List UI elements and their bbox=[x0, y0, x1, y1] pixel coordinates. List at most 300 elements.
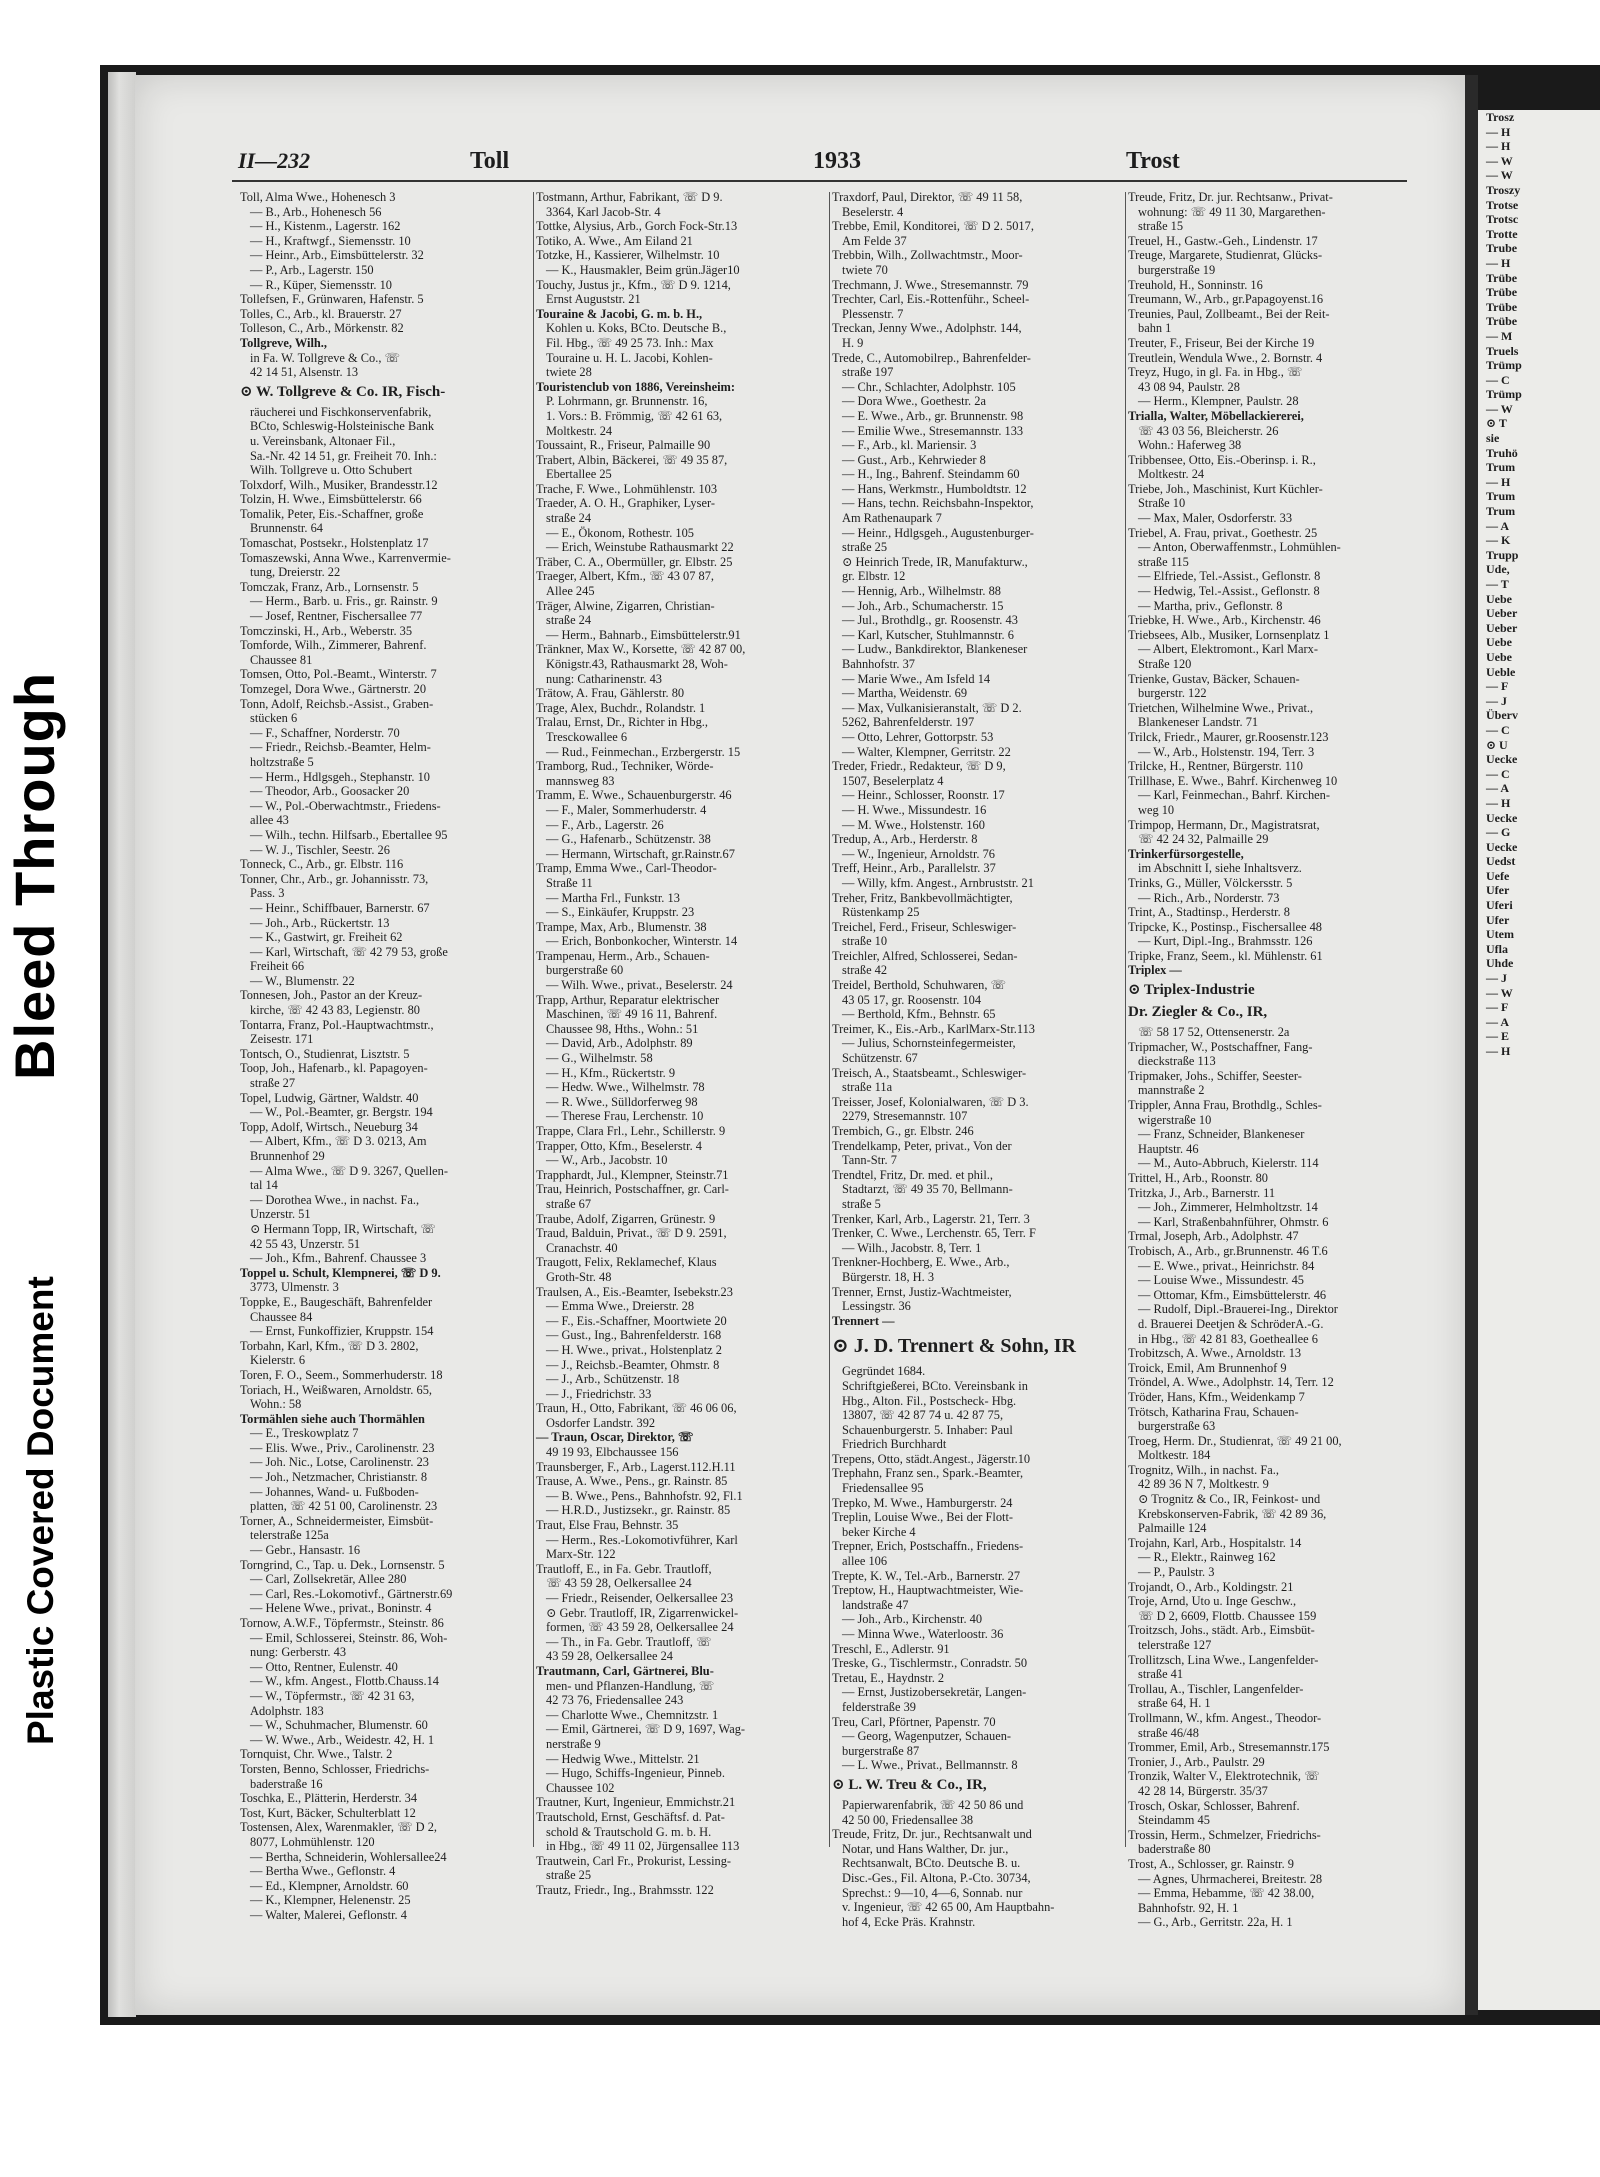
directory-entry: felderstraße 39 bbox=[842, 1699, 916, 1714]
facing-page-text: — W bbox=[1486, 985, 1513, 1000]
directory-entry: Dr. Ziegler & Co., IR, bbox=[1128, 1004, 1268, 1021]
directory-entry: Tripke, Franz, Seem., kl. Mühlenstr. 61 bbox=[1128, 948, 1323, 963]
directory-entry: Trapphardt, Jul., Klempner, Steinstr.71 bbox=[536, 1167, 729, 1182]
directory-entry: BCto, Schleswig-Holsteinische Bank bbox=[250, 419, 435, 434]
directory-entry: 42 89 36 N 7, Moltkestr. 9 bbox=[1138, 1477, 1269, 1492]
directory-entry: in Hbg., ☏ 42 81 83, Goetheallee 6 bbox=[1138, 1331, 1318, 1346]
facing-page-text: — H bbox=[1486, 474, 1511, 489]
directory-entry: Torngrind, C., Tap. u. Dek., Lornsenstr. 5 bbox=[240, 1557, 445, 1572]
directory-entry: Hbg., Alton. Fil., Postscheck- Hbg. bbox=[842, 1393, 1017, 1408]
directory-entry: Krebskonserven-Fabrik, ☏ 42 89 36, bbox=[1138, 1506, 1327, 1521]
directory-entry: räucherei und Fischkonservenfabrik, bbox=[250, 404, 432, 419]
directory-entry: — M., Auto-Abbruch, Kielerstr. 114 bbox=[1138, 1156, 1319, 1171]
directory-entry: Treisser, Josef, Kolonialwaren, ☏ D 3. bbox=[832, 1094, 1029, 1109]
directory-entry: Troeg, Herm. Dr., Studienrat, ☏ 49 21 00, bbox=[1128, 1433, 1342, 1448]
directory-entry: Trost, A., Schlosser, gr. Rainstr. 9 bbox=[1128, 1856, 1294, 1871]
directory-entry: — Kurt, Dipl.-Ing., Brahmsstr. 126 bbox=[1138, 934, 1313, 949]
facing-page-text: Uebe bbox=[1486, 635, 1512, 650]
directory-entry: Chaussee 84 bbox=[250, 1309, 313, 1324]
directory-entry: Tretau, E., Haydnstr. 2 bbox=[832, 1670, 945, 1685]
directory-entry: — Alma Wwe., ☏ D 9. 3267, Quellen- bbox=[250, 1163, 448, 1178]
directory-entry: Trau, Heinrich, Postschaffner, gr. Carl- bbox=[536, 1182, 729, 1197]
directory-entry: Treisch, A., Staatsbeamt., Schleswiger- bbox=[832, 1065, 1027, 1080]
directory-entry: — Albert, Kfm., ☏ D 3. 0213, Am bbox=[250, 1134, 427, 1149]
directory-entry: — P., Arb., Lagerstr. 150 bbox=[250, 262, 374, 277]
directory-entry: — E., Treskowplatz 7 bbox=[250, 1426, 359, 1441]
directory-entry: Torsten, Benno, Schlosser, Friedrichs- bbox=[240, 1761, 430, 1776]
directory-entry: Sa.-Nr. 42 14 51, gr. Freiheit 70. Inh.: bbox=[250, 448, 437, 463]
directory-entry: Tripmaker, Johs., Schiffer, Seester- bbox=[1128, 1068, 1302, 1083]
directory-entry: Topp, Adolf, Wirtsch., Neueburg 34 bbox=[240, 1119, 418, 1134]
facing-page-text: Trosz bbox=[1486, 110, 1515, 124]
directory-entry: Lessingstr. 36 bbox=[842, 1299, 911, 1314]
facing-page-text: Uecke bbox=[1486, 810, 1518, 825]
directory-entry: — Karl, Wirtschaft, ☏ 42 79 53, große bbox=[250, 944, 448, 959]
directory-entry: — Emil, Gärtnerei, ☏ D 9, 1697, Wag- bbox=[546, 1722, 746, 1737]
directory-entry: Trittel, H., Arb., Roonstr. 80 bbox=[1128, 1171, 1268, 1185]
directory-entry: — Gust., Ing., Bahrenfelderstr. 168 bbox=[546, 1328, 722, 1343]
page-number: II—232 bbox=[238, 148, 311, 173]
directory-entry: nung: Catharinenstr. 43 bbox=[546, 671, 662, 686]
directory-entry: wohnung: ☏ 49 11 30, Margarethen- bbox=[1138, 204, 1326, 219]
directory-entry: — Wilh. Wwe., privat., Beselerstr. 24 bbox=[546, 978, 733, 993]
directory-entry: ⊙ Hermann Topp, IR, Wirtschaft, ☏ bbox=[250, 1221, 436, 1236]
directory-entry: — J., Friedrichstr. 33 bbox=[546, 1386, 652, 1401]
facing-page-text: Trotse bbox=[1486, 197, 1519, 212]
directory-entry: — Minna Wwe., Waterloostr. 36 bbox=[842, 1627, 1004, 1641]
directory-entry: — W., Schuhmacher, Blumenstr. 60 bbox=[250, 1718, 428, 1733]
directory-entry: — Willy, kfm. Angest., Arnbruststr. 21 bbox=[842, 875, 1034, 890]
facing-page-text: Utem bbox=[1486, 927, 1514, 942]
directory-entry: Schützenstr. 67 bbox=[842, 1051, 918, 1066]
directory-entry: Treyz, Hugo, in gl. Fa. in Hbg., ☏ bbox=[1128, 365, 1303, 380]
directory-entry: Tornow, A.W.F., Töpfermstr., Steinstr. 86 bbox=[240, 1616, 444, 1630]
facing-page-text: Ufla bbox=[1486, 941, 1508, 956]
facing-page-text: — J bbox=[1486, 971, 1507, 986]
directory-entry: Tollefsen, F., Grünwaren, Hafenstr. 5 bbox=[240, 292, 424, 307]
directory-entry: — H.R.D., Justizsekr., gr. Rainstr. 85 bbox=[546, 1503, 731, 1518]
directory-entry: Trötsch, Katharina Frau, Schauen- bbox=[1128, 1404, 1299, 1419]
directory-entry: — W., Blumenstr. 22 bbox=[250, 973, 355, 988]
directory-entry: — Marie Wwe., Am Isfeld 14 bbox=[842, 671, 991, 686]
directory-entry: Maschinen, ☏ 49 16 11, Bahrenf. bbox=[546, 1007, 718, 1022]
facing-page-text: — W bbox=[1486, 153, 1513, 168]
directory-entry: 43 08 94, Paulstr. 28 bbox=[1138, 379, 1240, 394]
directory-entry: Treher, Fritz, Bankbevollmächtigter, bbox=[832, 890, 1013, 905]
facing-page-text: Trotte bbox=[1486, 226, 1518, 241]
directory-entry: Traunsberger, F., Arb., Lagerst.112.H.11 bbox=[536, 1459, 736, 1474]
directory-entry: — Georg, Wagenputzer, Schauen- bbox=[842, 1729, 1012, 1744]
directory-entry: 42 55 43, Unzerstr. 51 bbox=[250, 1236, 361, 1251]
directory-entry: wigerstraße 10 bbox=[1138, 1112, 1212, 1127]
directory-entry: im Abschnitt I, siehe Inhaltsverz. bbox=[1138, 861, 1302, 876]
directory-entry: 1. Vors.: B. Frömmig, ☏ 42 61 63, bbox=[546, 408, 723, 423]
facing-page-text: — H bbox=[1486, 139, 1511, 154]
directory-entry: Ebertallee 25 bbox=[546, 467, 612, 482]
directory-entry: Kielerstr. 6 bbox=[250, 1353, 306, 1368]
directory-entry: 5262, Bahrenfelderstr. 197 bbox=[842, 715, 975, 730]
directory-entry: — David, Arb., Adolphstr. 89 bbox=[546, 1036, 693, 1051]
facing-page-text: Trümp bbox=[1486, 387, 1522, 402]
directory-entry: Plessenstr. 7 bbox=[842, 306, 904, 321]
facing-page-text: Ufer bbox=[1486, 912, 1510, 927]
directory-entry: Tolzin, H. Wwe., Eimsbüttelerstr. 66 bbox=[240, 492, 422, 507]
directory-entry: Traut, Else Frau, Behnstr. 35 bbox=[536, 1518, 679, 1533]
directory-entry: Trilcke, H., Rentner, Bürgerstr. 110 bbox=[1128, 759, 1303, 774]
directory-entry: Traulsen, A., Eis.-Beamter, Isebekstr.23 bbox=[536, 1284, 733, 1299]
directory-entry: Tränkner, Max W., Korsette, ☏ 42 87 00, bbox=[536, 642, 746, 657]
facing-page-text: Trube bbox=[1486, 241, 1518, 256]
directory-entry: — K., Gastwirt, gr. Freiheit 62 bbox=[250, 930, 403, 945]
directory-entry: — E., Ökonom, Rothestr. 105 bbox=[546, 525, 694, 540]
directory-entry: allee 106 bbox=[842, 1554, 888, 1569]
directory-entry: — G., Arb., Gerritstr. 22a, H. 1 bbox=[1138, 1915, 1293, 1930]
directory-entry: straße 67 bbox=[546, 1196, 592, 1211]
directory-entry: — F., Maler, Sommerhuderstr. 4 bbox=[546, 802, 707, 817]
directory-entry: Trossin, Herm., Schmelzer, Friedrichs- bbox=[1128, 1827, 1321, 1842]
directory-entry: d. Brauerei Deetjen & SchröderA.-G. bbox=[1138, 1316, 1324, 1331]
directory-entry: — Joh. Nic., Lotse, Carolinenstr. 23 bbox=[250, 1455, 429, 1470]
directory-entry: — Otto, Lehrer, Gottorpstr. 53 bbox=[842, 729, 994, 744]
directory-entry: Tripcke, K., Postinsp., Fischersallee 48 bbox=[1128, 919, 1322, 934]
directory-entry: Tomalik, Peter, Eis.-Schaffner, große bbox=[240, 506, 424, 521]
directory-entry: 43 05 17, gr. Roosenstr. 104 bbox=[842, 992, 982, 1007]
directory-entry: straße 46/48 bbox=[1138, 1725, 1199, 1740]
directory-entry: Marx-Str. 122 bbox=[546, 1547, 616, 1562]
directory-entry: — W., Arb., Holstenstr. 194, Terr. 3 bbox=[1138, 744, 1315, 759]
directory-entry: Trillhase, E. Wwe., Bahrf. Kirchenweg 10 bbox=[1128, 773, 1338, 788]
directory-entry: in Hbg., ☏ 49 11 02, Jürgensallee 113 bbox=[546, 1839, 740, 1854]
directory-entry: — Heinr., Schiffbauer, Barnerstr. 67 bbox=[250, 900, 430, 915]
directory-entry: Trache, F. Wwe., Lohmühlenstr. 103 bbox=[536, 481, 718, 496]
directory-entry: — Agnes, Uhrmacherei, Breitestr. 28 bbox=[1138, 1871, 1323, 1886]
directory-entry: Tonneck, C., Arb., gr. Elbstr. 116 bbox=[240, 857, 404, 872]
directory-entry: Traun, H., Otto, Fabrikant, ☏ 46 06 06, bbox=[536, 1401, 737, 1416]
directory-entry: Trenner, Ernst, Justiz-Wachtmeister, bbox=[832, 1284, 1012, 1299]
directory-entry: 1507, Beselerplatz 4 bbox=[842, 773, 944, 788]
directory-entry: — R., Elektr., Rainweg 162 bbox=[1138, 1550, 1276, 1565]
directory-entry: Tröndel, A. Wwe., Adolphstr. 14, Terr. 12 bbox=[1128, 1375, 1334, 1390]
facing-page-text: — W bbox=[1486, 401, 1513, 416]
directory-column-2 bbox=[536, 190, 832, 1897]
directory-entry: Beselerstr. 4 bbox=[842, 204, 904, 219]
directory-entry: — Albert, Elektromont., Karl Marx- bbox=[1138, 642, 1318, 657]
directory-entry: Palmaille 124 bbox=[1138, 1521, 1207, 1536]
facing-page-text: — C bbox=[1486, 372, 1510, 387]
directory-entry: — Joh., Zimmerer, Helmholtzstr. 14 bbox=[1138, 1200, 1318, 1215]
directory-entry: Trautschold, Ernst, Geschäftsf. d. Pat- bbox=[536, 1809, 725, 1824]
directory-entry: Tomaschat, Postsekr., Holstenplatz 17 bbox=[240, 536, 429, 551]
directory-entry: 8077, Lohmühlenstr. 120 bbox=[250, 1834, 375, 1849]
directory-entry: ⊙ L. W. Treu & Co., IR, bbox=[832, 1776, 987, 1793]
directory-entry: v. Ingenieur, ☏ 42 65 00, Am Hauptbahn- bbox=[842, 1900, 1055, 1915]
directory-entry: Tomczinski, H., Arb., Weberstr. 35 bbox=[240, 623, 413, 638]
facing-page-text: — K bbox=[1486, 533, 1511, 548]
directory-entry: straße 5 bbox=[842, 1196, 881, 1211]
directory-entry: — Louise Wwe., Missundestr. 45 bbox=[1138, 1273, 1305, 1288]
directory-entry: tung, Dreierstr. 22 bbox=[250, 565, 341, 580]
directory-entry: Papierwarenfabrik, ☏ 42 50 86 und bbox=[842, 1797, 1024, 1812]
directory-entry: Triebe, Joh., Maschinist, Kurt Küchler- bbox=[1128, 481, 1323, 496]
directory-entry: — Hedwig, Tel.-Assist., Geflonstr. 8 bbox=[1138, 584, 1320, 599]
directory-entry: Blankeneser Landstr. 71 bbox=[1138, 715, 1259, 730]
directory-entry: Touristenclub von 1886, Vereinsheim: bbox=[536, 379, 735, 394]
directory-entry: Trätow, A. Frau, Gählerstr. 80 bbox=[536, 686, 685, 701]
directory-entry: Rechtsanwalt, BCto. Deutsche B. u. bbox=[842, 1856, 1021, 1871]
directory-entry: baderstraße 80 bbox=[1138, 1842, 1211, 1857]
directory-entry: Gegründet 1684. bbox=[842, 1364, 926, 1379]
directory-entry: — Theodor, Arb., Goosacker 20 bbox=[250, 784, 410, 799]
directory-entry: Trenkner-Hochberg, E. Wwe., Arb., bbox=[832, 1255, 1010, 1270]
directory-entry: 49 19 93, Elbchaussee 156 bbox=[546, 1445, 679, 1460]
directory-entry: — Helene Wwe., privat., Boninstr. 4 bbox=[250, 1601, 432, 1616]
directory-entry: — G., Wilhelmstr. 58 bbox=[546, 1051, 653, 1066]
column-divider bbox=[1125, 192, 1126, 1847]
directory-entry: — S., Einkäufer, Kruppstr. 23 bbox=[546, 905, 695, 920]
directory-entry: Trinks, G., Müller, Völckersstr. 5 bbox=[1128, 875, 1293, 890]
directory-entry: Wilh. Tollgreve u. Otto Schubert bbox=[250, 463, 413, 478]
directory-entry: — Herm., Barb. u. Fris., gr. Rainstr. 9 bbox=[250, 594, 438, 609]
directory-entry: — Carl, Zollsekretär, Allee 280 bbox=[250, 1572, 407, 1587]
directory-entry: Treuge, Margarete, Studienrat, Glücks- bbox=[1128, 248, 1323, 263]
directory-entry: 42 73 76, Friedensallee 243 bbox=[546, 1693, 684, 1708]
directory-entry: — Herm., Bahnarb., Eimsbüttelerstr.91 bbox=[546, 627, 741, 642]
directory-entry: — Karl, Feinmechan., Bahrf. Kirchen- bbox=[1138, 788, 1330, 803]
directory-entry: Touraine u. H. L. Jacobi, Kohlen- bbox=[546, 350, 713, 365]
directory-entry: Zeisestr. 171 bbox=[250, 1032, 314, 1047]
directory-entry: Trede, C., Automobilrep., Bahrenfelder- bbox=[832, 350, 1031, 365]
directory-entry: — J., Arb., Schützenstr. 18 bbox=[546, 1372, 680, 1387]
directory-entry: — E. Wwe., Arb., gr. Brunnenstr. 98 bbox=[842, 408, 1024, 423]
directory-entry: — Walter, Klempner, Gerritstr. 22 bbox=[842, 744, 1011, 759]
directory-entry: Toll, Alma Wwe., Hohenesch 3 bbox=[240, 190, 396, 204]
directory-entry: ☏ 43 03 56, Bleicherstr. 26 bbox=[1138, 423, 1279, 438]
directory-entry: 13807, ☏ 42 87 74 u. 42 87 75, bbox=[842, 1408, 1004, 1423]
directory-entry: Trampe, Max, Arb., Blumenstr. 38 bbox=[536, 919, 707, 934]
directory-entry: — F., Eis.-Schaffner, Moortwiete 20 bbox=[546, 1313, 727, 1328]
directory-entry: Moltkestr. 24 bbox=[546, 423, 613, 438]
directory-entry: Tolleson, C., Arb., Mörkenstr. 82 bbox=[240, 321, 404, 336]
directory-entry: Trognitz, Wilh., in nachst. Fa., bbox=[1128, 1462, 1279, 1477]
directory-entry: — Friedr., Reichsb.-Beamter, Helm- bbox=[250, 740, 431, 755]
directory-entry: gr. Elbstr. 12 bbox=[842, 569, 906, 584]
directory-entry: Tost, Kurt, Bäcker, Schulterblatt 12 bbox=[240, 1805, 416, 1820]
directory-entry: Triebke, H. Wwe., Arb., Kirchenstr. 46 bbox=[1128, 613, 1321, 628]
directory-entry: 2279, Stresemannstr. 107 bbox=[842, 1109, 968, 1124]
directory-entry: Moltkestr. 184 bbox=[1138, 1448, 1211, 1463]
facing-page-text: ⊙ T bbox=[1486, 416, 1507, 431]
directory-entry: Tomzegel, Dora Wwe., Gärtnerstr. 20 bbox=[240, 682, 427, 696]
facing-page-text: Troszy bbox=[1486, 182, 1521, 197]
directory-entry: Trage, Alex, Buchdr., Rolandstr. 1 bbox=[536, 700, 706, 715]
facing-page-text: Truhö bbox=[1486, 445, 1518, 460]
directory-entry: Tredup, A., Arb., Herderstr. 8 bbox=[832, 832, 978, 847]
directory-entry: — Ludw., Bankdirektor, Blankeneser bbox=[842, 642, 1028, 657]
directory-entry: P. Lohrmann, gr. Brunnenstr. 16, bbox=[546, 394, 708, 409]
directory-entry: 42 28 14, Bürgerstr. 35/37 bbox=[1138, 1783, 1268, 1798]
directory-entry: Chaussee 102 bbox=[546, 1780, 615, 1795]
directory-entry: straße 27 bbox=[250, 1076, 296, 1091]
directory-entry: — M. Wwe., Holstenstr. 160 bbox=[842, 817, 985, 832]
directory-entry: — Otto, Rentner, Eulenstr. 40 bbox=[250, 1659, 398, 1674]
directory-entry: Trepner, Erich, Postschaffn., Friedens- bbox=[832, 1539, 1024, 1554]
directory-entry: Treunies, Paul, Zollbeamt., Bei der Reit- bbox=[1128, 306, 1330, 321]
directory-entry: straße 42 bbox=[842, 963, 888, 978]
directory-column-1 bbox=[240, 190, 536, 1922]
directory-entry: Trosch, Oskar, Schlosser, Bahrenf. bbox=[1128, 1798, 1300, 1813]
directory-entry: Trendtel, Fritz, Dr. med. et phil., bbox=[832, 1167, 993, 1182]
facing-page-text: — A bbox=[1486, 1014, 1510, 1029]
directory-entry: Tomsen, Otto, Pol.-Beamt., Winterstr. 7 bbox=[240, 667, 437, 682]
directory-entry: — Bertha, Schneiderin, Wohlersallee24 bbox=[250, 1849, 447, 1864]
facing-page-text: — T bbox=[1486, 577, 1509, 591]
directory-entry: formen, ☏ 43 59 28, Oelkersallee 24 bbox=[546, 1620, 734, 1635]
directory-entry: Treckan, Jenny Wwe., Adolphstr. 144, bbox=[832, 321, 1022, 336]
facing-page-text: Uhde bbox=[1486, 956, 1514, 971]
directory-entry: Tomforde, Wilh., Zimmerer, Bahrenf. bbox=[240, 638, 427, 653]
directory-entry: Trommer, Emil, Arb., Stresemannstr.175 bbox=[1128, 1740, 1330, 1755]
directory-entry: holtzstraße 5 bbox=[250, 754, 314, 769]
directory-entry: Moltkestr. 24 bbox=[1138, 467, 1205, 482]
directory-entry: — Traun, Oscar, Direktor, ☏ bbox=[536, 1430, 694, 1445]
directory-entry: Bahnhofstr. 92, H. 1 bbox=[1138, 1900, 1239, 1915]
directory-entry: Tröder, Hans, Kfm., Weidenkamp 7 bbox=[1128, 1389, 1305, 1404]
directory-entry: straße 24 bbox=[546, 511, 592, 526]
directory-entry: — Emma Wwe., Dreierstr. 28 bbox=[546, 1299, 695, 1314]
directory-entry: Chaussee 81 bbox=[250, 652, 313, 667]
directory-entry: Torbahn, Karl, Kfm., ☏ D 3. 2802, bbox=[240, 1338, 419, 1353]
directory-entry: Wohn.: Haferweg 38 bbox=[1138, 438, 1242, 453]
directory-entry: Treder, Friedr., Redakteur, ☏ D 9, bbox=[832, 759, 1006, 774]
directory-entry: — Rudolf, Dipl.-Brauerei-Ing., Direktor bbox=[1138, 1302, 1338, 1317]
directory-entry: Treff, Heinr., Arb., Parallelstr. 37 bbox=[832, 861, 996, 876]
directory-entry: — Heinr., Arb., Eimsbüttelerstr. 32 bbox=[250, 248, 424, 263]
directory-entry: — B. Wwe., Pens., Bahnhofstr. 92, Fl.1 bbox=[546, 1488, 743, 1503]
directory-entry: Trollau, A., Tischler, Langenfelder- bbox=[1128, 1681, 1304, 1696]
directory-entry: Traeder, A. O. H., Graphiker, Lyser- bbox=[536, 496, 715, 511]
directory-entry: Unzerstr. 51 bbox=[250, 1207, 311, 1222]
directory-entry: — Erich, Weinstube Rathausmarkt 22 bbox=[546, 540, 734, 555]
directory-entry: — Elis. Wwe., Priv., Carolinenstr. 23 bbox=[250, 1440, 435, 1455]
directory-entry: Wohn.: 58 bbox=[250, 1397, 302, 1412]
directory-entry: — Martha Frl., Funkstr. 13 bbox=[546, 890, 680, 905]
directory-entry: Triplex — bbox=[1128, 963, 1182, 978]
directory-entry: Tontsch, O., Studienrat, Lisztstr. 5 bbox=[240, 1046, 410, 1061]
directory-entry: — H., Kraftwgf., Siemensstr. 10 bbox=[250, 233, 411, 248]
directory-entry: — Carl, Res.-Lokomotivf., Gärtnerstr.69 bbox=[250, 1586, 453, 1601]
directory-entry: Brunnenhof 29 bbox=[250, 1149, 325, 1163]
directory-entry: Königstr.43, Rathausmarkt 28, Woh- bbox=[546, 657, 728, 671]
directory-entry: Trendelkamp, Peter, privat., Von der bbox=[832, 1138, 1012, 1153]
directory-entry: beker Kirche 4 bbox=[842, 1524, 916, 1539]
directory-column-3 bbox=[832, 190, 1128, 1929]
directory-entry: Ernst Auguststr. 21 bbox=[546, 292, 641, 307]
directory-entry: Tontarra, Franz, Pol.-Hauptwachtmstr., bbox=[240, 1017, 434, 1032]
directory-entry: Osdorfer Landstr. 392 bbox=[546, 1415, 656, 1430]
directory-entry: Stadtarzt, ☏ 49 35 70, Bellmann- bbox=[842, 1182, 1013, 1197]
directory-entry: Freiheit 66 bbox=[250, 959, 305, 974]
directory-entry: Treschl, E., Adlerstr. 91 bbox=[832, 1641, 950, 1656]
directory-entry: — Joh., Arb., Rückertstr. 13 bbox=[250, 915, 390, 930]
directory-entry: Totzke, H., Kassierer, Wilhelmstr. 10 bbox=[536, 248, 720, 263]
facing-page-text: Uebe bbox=[1486, 591, 1512, 606]
directory-entry: — Wilh., Jacobstr. 8, Terr. 1 bbox=[842, 1240, 982, 1255]
directory-entry: Trojandt, O., Arb., Koldingstr. 21 bbox=[1128, 1579, 1294, 1594]
directory-entry: — Ottomar, Kfm., Eimsbüttelerstr. 46 bbox=[1138, 1287, 1327, 1302]
facing-page-text: Uecke bbox=[1486, 839, 1518, 854]
directory-entry: tal 14 bbox=[250, 1178, 278, 1193]
directory-entry: — Martha, priv., Geflonstr. 8 bbox=[1138, 598, 1283, 613]
directory-entry: Groth-Str. 48 bbox=[546, 1269, 612, 1284]
directory-entry: straße 10 bbox=[842, 934, 888, 949]
directory-entry: — Erich, Bonbonkocher, Winterstr. 14 bbox=[546, 934, 738, 949]
header-last-name: Trost bbox=[1126, 148, 1180, 174]
facing-page-text: Trum bbox=[1486, 489, 1516, 504]
directory-entry: — K., Klempner, Helenenstr. 25 bbox=[250, 1893, 411, 1908]
directory-entry: Topel, Ludwig, Gärtner, Waldstr. 40 bbox=[240, 1090, 419, 1105]
directory-entry: kirche, ☏ 42 43 83, Legienstr. 80 bbox=[250, 1003, 421, 1018]
facing-page-text: Trum bbox=[1486, 504, 1516, 519]
directory-entry: Torner, A., Schneidermeister, Eimsbüt- bbox=[240, 1513, 434, 1528]
facing-page-text: ⊙ U bbox=[1486, 737, 1508, 752]
directory-entry: Straße 10 bbox=[1138, 496, 1186, 511]
directory-entry: — Ed., Klempner, Arnoldstr. 60 bbox=[250, 1878, 409, 1893]
directory-entry: Toren, F. O., Seem., Sommerhuderstr. 18 bbox=[240, 1367, 443, 1382]
facing-page-text: — C bbox=[1486, 766, 1510, 781]
directory-entry: weg 10 bbox=[1138, 802, 1175, 817]
directory-entry: Straße 120 bbox=[1138, 657, 1192, 671]
directory-entry: — P., Paulstr. 3 bbox=[1138, 1565, 1215, 1580]
directory-entry: Treumann, W., Arb., gr.Papagoyenst.16 bbox=[1128, 292, 1324, 307]
directory-entry: Trebbe, Emil, Konditorei, ☏ D 2. 5017, bbox=[832, 219, 1034, 234]
directory-entry: — Bertha Wwe., Geflonstr. 4 bbox=[250, 1864, 396, 1879]
directory-entry: ⊙ Triplex-Industrie bbox=[1128, 982, 1255, 999]
directory-entry: Traube, Adolf, Zigarren, Grünestr. 9 bbox=[536, 1211, 716, 1226]
directory-entry: Treuter, F., Friseur, Bei der Kirche 19 bbox=[1128, 335, 1315, 350]
directory-entry: Tonner, Chr., Arb., gr. Johannisstr. 73, bbox=[240, 871, 429, 886]
directory-entry: Allee 245 bbox=[546, 584, 595, 599]
directory-entry: — Hugo, Schiffs-Ingenieur, Pinneb. bbox=[546, 1766, 725, 1781]
directory-entry: Trapp, Arthur, Reparatur elektrischer bbox=[536, 992, 720, 1007]
directory-entry: — H., Kistenm., Lagerstr. 162 bbox=[250, 219, 401, 234]
directory-entry: — Joh., Netzmacher, Christianstr. 8 bbox=[250, 1470, 428, 1485]
directory-entry: — Hans, Werkmstr., Humboldtstr. 12 bbox=[842, 481, 1027, 496]
directory-entry: Notar, und Hans Walther, Dr. jur., bbox=[842, 1841, 1009, 1856]
directory-entry: — Jul., Brothdlg., gr. Roosenstr. 43 bbox=[842, 613, 1018, 628]
directory-entry: — Ernst, Justizobersekretär, Langen- bbox=[842, 1685, 1027, 1700]
directory-entry: — Th., in Fa. Gebr. Trautloff, ☏ bbox=[546, 1634, 712, 1649]
directory-entry: Straße 11 bbox=[546, 875, 593, 890]
directory-entry: — Karl, Kutscher, Stuhlmannstr. 6 bbox=[842, 627, 1014, 642]
directory-entry: Traeger, Albert, Kfm., ☏ 43 07 87, bbox=[536, 569, 715, 584]
directory-entry: Trippler, Anna Frau, Brothdlg., Schles- bbox=[1128, 1098, 1322, 1113]
directory-entry: Brunnenstr. 64 bbox=[250, 521, 323, 536]
directory-entry: Trietchen, Wilhelmine Wwe., Privat., bbox=[1128, 700, 1314, 715]
directory-entry: — H., Ing., Bahrenf. Steindamm 60 bbox=[842, 467, 1020, 482]
directory-entry: mannstraße 2 bbox=[1138, 1083, 1205, 1098]
directory-entry: — W., Töpfermstr., ☏ 42 31 63, bbox=[250, 1688, 415, 1703]
directory-entry: — Max, Vulkanisieranstalt, ☏ D 2. bbox=[842, 700, 1022, 715]
directory-entry: Trollmann, W., kfm. Angest., Theodor- bbox=[1128, 1710, 1322, 1725]
directory-entry: straße 64, H. 1 bbox=[1138, 1696, 1211, 1711]
directory-entry: Trause, A. Wwe., Pens., gr. Rainstr. 85 bbox=[536, 1474, 728, 1489]
directory-entry: Trechter, Carl, Eis.-Rottenführ., Scheel- bbox=[832, 292, 1030, 307]
facing-page-text: Ueber bbox=[1486, 620, 1518, 635]
directory-entry: — W., Pol.-Beamter, gr. Bergstr. 194 bbox=[250, 1105, 433, 1120]
directory-entry: — G., Hafenarb., Schützenstr. 38 bbox=[546, 832, 711, 847]
directory-entry: — Elfriede, Tel.-Assist., Geflonstr. 8 bbox=[1138, 569, 1321, 584]
directory-entry: — Dora Wwe., Goethestr. 2a bbox=[842, 394, 986, 409]
